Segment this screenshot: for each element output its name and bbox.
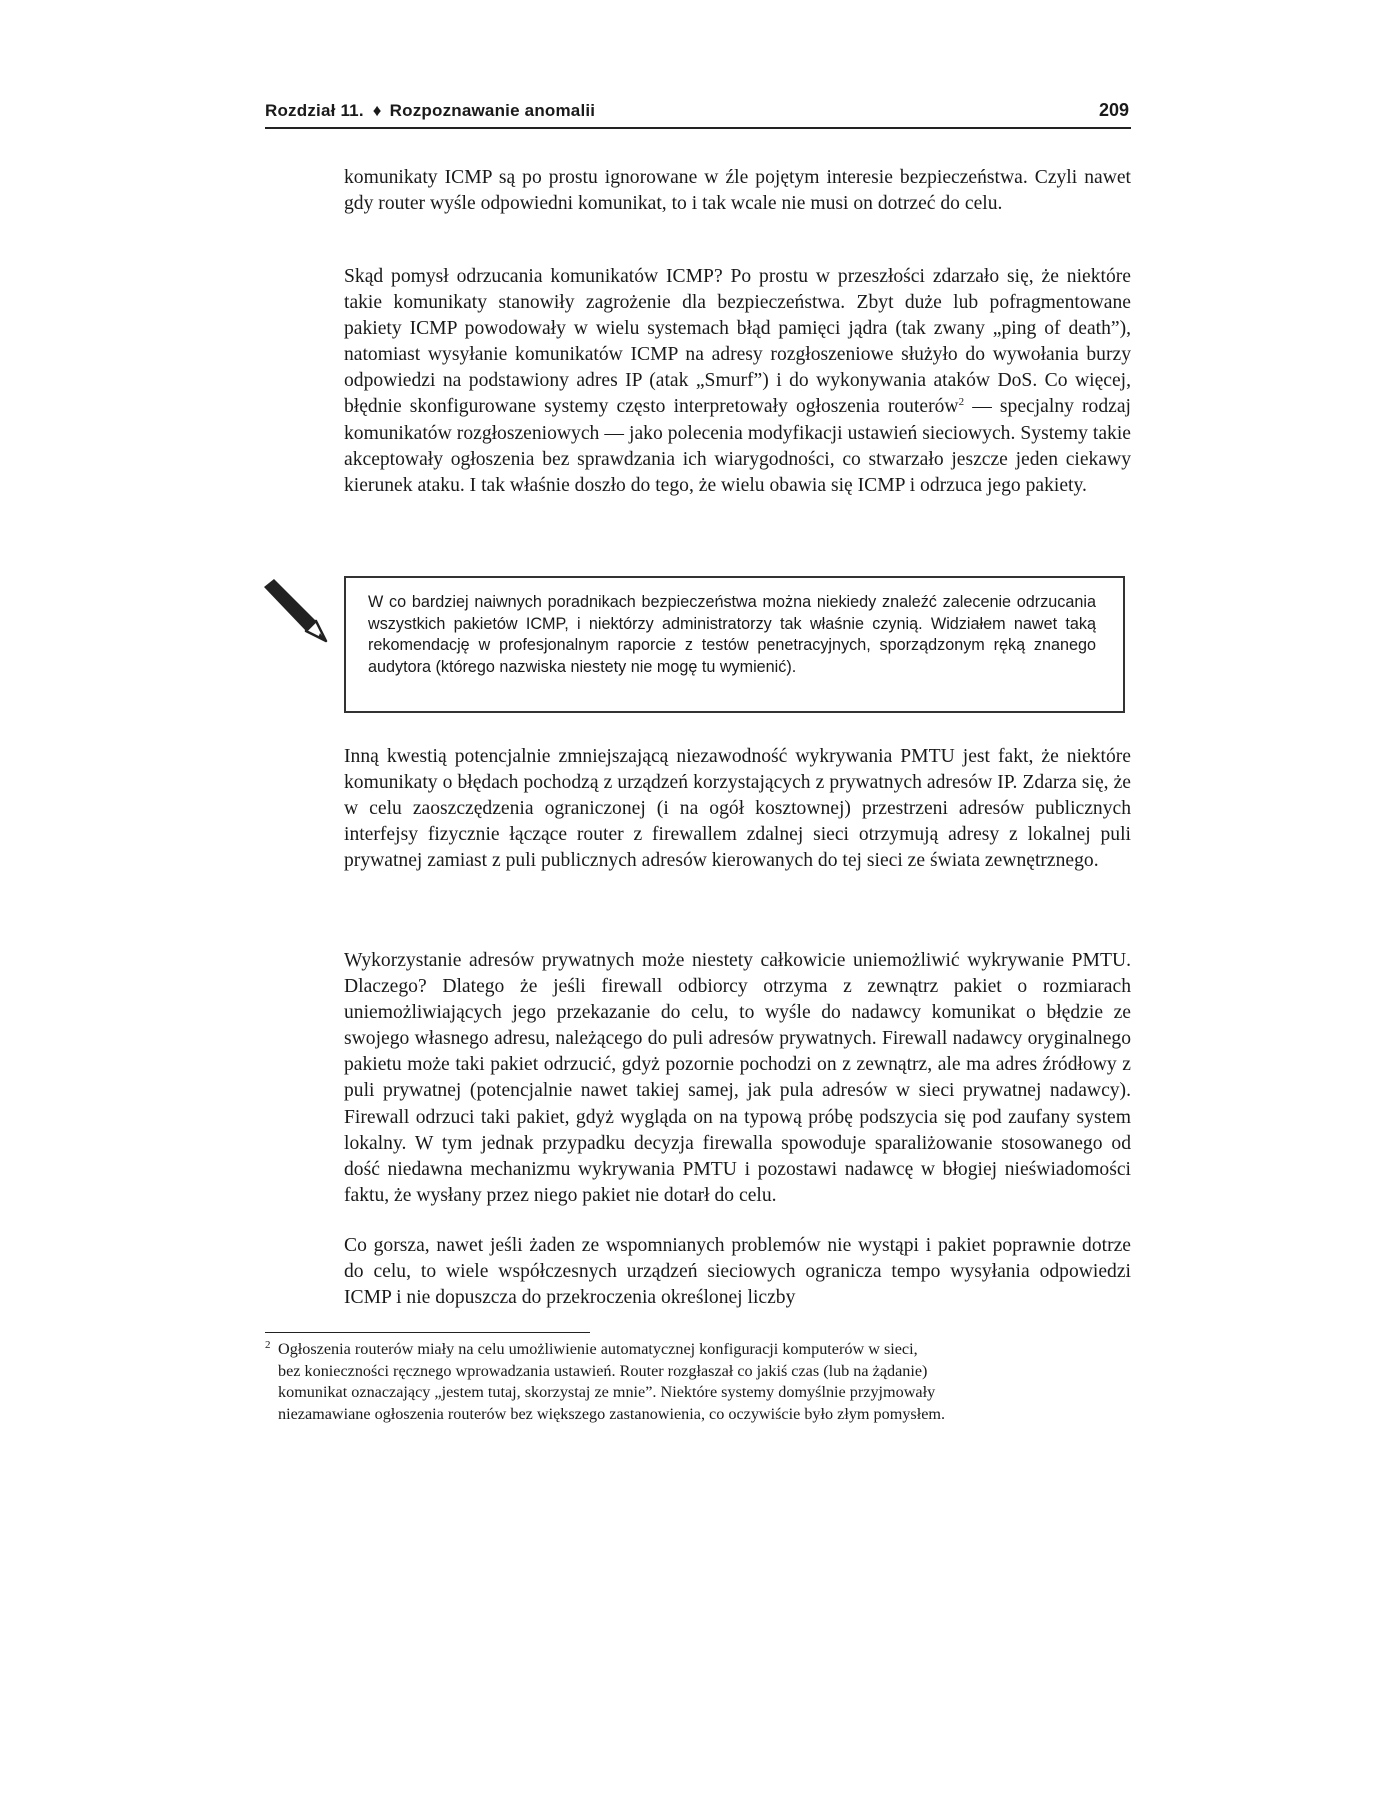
chapter-label: Rozdział 11. [265, 101, 364, 120]
paragraph-2 [344, 264, 1131, 499]
paragraph-1-text: komunikaty ICMP są po prostu ignorowane w źle pojętym interesie bezpieczeństwa. Czyli nawet gdy router wyśle odpowiedni komunikat, to i tak wcale nie musi on dotrzeć do celu. [344, 167, 1131, 215]
footnote [265, 1339, 1135, 1425]
note-text: W co bardziej naiwnych poradnikach bezpieczeństwa można niekiedy znaleźć zalecenie odrzucania wszystkich pakietów ICMP, i niektórzy administratorzy tak właśnie czynią. Widziałem nawet taką rekomendację w profesjonalnym raporcie z testów penetracyjnych, sporządzonym ręką znanego audytora (którego nazwiska niestety nie mogę tu wymienić). [368, 593, 1096, 676]
footnote-body [278, 1339, 1135, 1425]
paragraph-2-text [344, 264, 1131, 499]
footnote-line: niezamawiane ogłoszenia routerów bez większego zastanowienia, co oczywiście było złym pomysłem. [278, 1404, 946, 1423]
paragraph-3 [344, 744, 1131, 874]
footnote-reference[interactable]: 2 [958, 396, 965, 409]
paragraph-4 [344, 948, 1131, 1209]
pencil-icon [260, 577, 332, 649]
footnote-divider [265, 1332, 590, 1333]
footnote-line: bez konieczności ręcznego wprowadzania ustawień. Router rozgłaszał co jakiś czas (lub na żądanie) [278, 1361, 928, 1380]
footnote-line: Ogłoszenia routerów miały na celu umożliwienie automatycznej konfiguracji komputerów w sieci, [278, 1340, 918, 1358]
paragraph-1 [344, 165, 1131, 217]
diamond-icon: ♦ [372, 101, 382, 120]
note-box [344, 576, 1125, 713]
paragraph-5-text: Co gorsza, nawet jeśli żaden ze wspomnianych problemów nie wystąpi i pakiet poprawnie dotrze do celu, to wiele współczesnych urządzeń sieciowych ogranicza tempo wysyłania odpowiedzi ICMP i nie dopuszcza do przekroczenia określonej liczby [344, 1235, 1131, 1309]
page-number: 209 [1098, 100, 1129, 120]
running-header [265, 97, 1131, 129]
paragraph-2-part-b: — specjalny rodzaj komunikatów rozgłoszeniowych — jako polecenia modyfikacji ustawień sieciowych. Systemy takie akceptowały ogłoszenia bez sprawdzania ich wiarygodności, co stwarzało jeszcze jeden ciekawy kierunek ataku. I tak właśnie doszło do tego, że wielu obawia się ICMP i odrzuca jego pakiety. [344, 396, 1131, 496]
paragraph-2-part-a: Skąd pomysł odrzucania komunikatów ICMP? Po prostu w przeszłości zdarzało się, że niektóre takie komunikaty stanowiły zagrożenie dla bezpieczeństwa. Zbyt duże lub pofragmentowane pakiety ICMP powodowały w wielu systemach błąd pamięci jądra (tak zwany „ping of death”), natomiast wysyłanie komunikatów ICMP na adresy rozgłoszeniowe służyło do wywołania burzy odpowiedzi na podstawiony adres IP (atak „Smurf”) i do wykonywania ataków DoS. Co więcej, błędnie skonfigurowane systemy często interpretowały ogłoszenia routerów [344, 266, 1131, 418]
paragraph-3-text: Inną kwestią potencjalnie zmniejszającą niezawodność wykrywania PMTU jest fakt, że niektóre komunikaty o błędach pochodzą z urządzeń korzystających z prywatnych adresów IP. Zdarza się, że w celu zaoszczędzenia ograniczonej (i na ogół kosztownej) przestrzeni adresów publicznych interfejsy fizycznie łączące router z firewallem zdalnej sieci otrzymują adresy z lokalnej puli prywatnej zamiast z puli publicznych adresów kierowanych do tej sieci ze świata zewnętrznego. [344, 746, 1131, 872]
paragraph-4-text: Wykorzystanie adresów prywatnych może niestety całkowicie uniemożliwić wykrywanie PMTU. Dlaczego? Dlatego że jeśli firewall odbiorcy otrzyma z zewnątrz pakiet o rozmiarach uniemożliwiających jego przekazanie do celu, to wyśle do nadawcy komunikat o błędzie ze swojego własnego adresu, należącego do puli adresów prywatnych. Firewall nadawcy oryginalnego pakietu może taki pakiet odrzucić, gdyż pozornie pochodzi on z zewnątrz, ale ma adres źródłowy z puli prywatnej (potencjalnie nawet takiej samej, jak pula adresów w sieci prywatnej nadawcy). Firewall odrzuci taki pakiet, gdyż wygląda on na typową próbę podszycia się pod zaufany system lokalny. W tym jednak przypadku decyzja firewalla spowoduje sparaliżowanie stosowanego od dość niedawna mechanizmu wykrywania PMTU i pozostawi nadawcę w błogiej nieświadomości faktu, że wysłany przez niego pakiet nie dotarł do celu. [344, 950, 1131, 1206]
chapter-title: Rozpoznawanie anomalii [389, 101, 596, 120]
footnote-line: komunikat oznaczający „jestem tutaj, skorzystaj ze mnie”. Niektóre systemy domyślnie przyjmowały [278, 1383, 936, 1401]
chapter-heading [265, 101, 595, 121]
footnote-number: 2 [265, 1339, 271, 1351]
paragraph-5 [344, 1233, 1131, 1311]
